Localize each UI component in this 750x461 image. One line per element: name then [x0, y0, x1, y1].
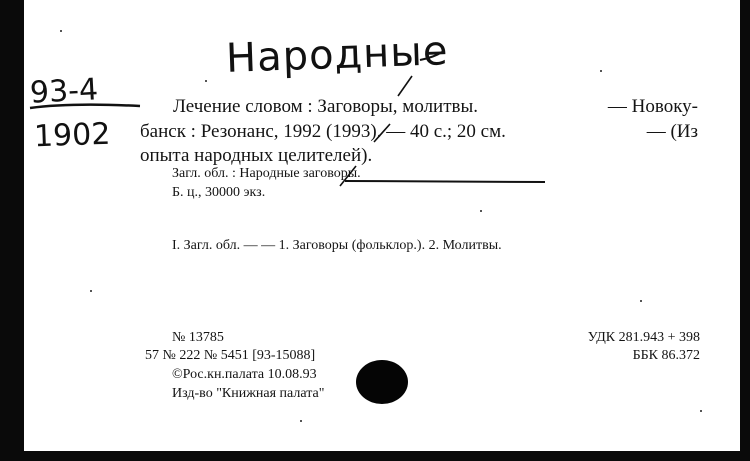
entry-price-run: Б. ц., 30000 экз.	[172, 185, 266, 200]
record-references: 57 № 222 № 5451 [93-15088]	[145, 348, 316, 363]
scan-speck	[600, 70, 602, 72]
underline-heading	[420, 52, 442, 60]
slash-mark-1	[398, 76, 412, 96]
entry-tracings: I. Загл. обл. — — 1. Заговоры (фольклор.). 2. Молитвы.	[172, 238, 502, 253]
scan-speck	[480, 210, 482, 212]
entry-series: опыта народных целителей).	[140, 145, 373, 166]
entry-city-start: — Новоку-	[607, 96, 698, 117]
scan-speck	[90, 290, 92, 292]
scan-speck	[700, 410, 702, 412]
scan-speck	[60, 30, 62, 32]
publisher-line: Изд-во "Книжная палата"	[172, 386, 325, 401]
entry-publication: банск : Резонанс, 1992 (1993). — 40 с.; 20 см.	[140, 121, 506, 142]
record-number: № 13785	[172, 330, 224, 345]
scan-speck	[205, 80, 207, 82]
handwritten-shelfmark-bottom: 1902	[33, 116, 111, 155]
underline-shelfmark	[30, 105, 140, 108]
bbk-code: ББК 86.372	[632, 348, 700, 363]
handwritten-shelfmark-top: 93-4	[29, 72, 99, 111]
scan-speck	[640, 300, 642, 302]
entry-title: Лечение словом : Заговоры, молитвы.	[173, 96, 479, 117]
copyright-line: ©Рос.кн.палата 10.08.93	[172, 367, 317, 382]
handwritten-heading: Народные	[225, 28, 450, 82]
underline-cover-title	[345, 181, 545, 182]
udk-code: УДК 281.943 + 398	[587, 330, 700, 345]
scan-speck	[300, 420, 302, 422]
entry-series-start: — (Из	[646, 121, 698, 142]
ink-blot	[356, 360, 408, 404]
entry-cover-title: Загл. обл. : Народные заговоры.	[172, 166, 361, 181]
